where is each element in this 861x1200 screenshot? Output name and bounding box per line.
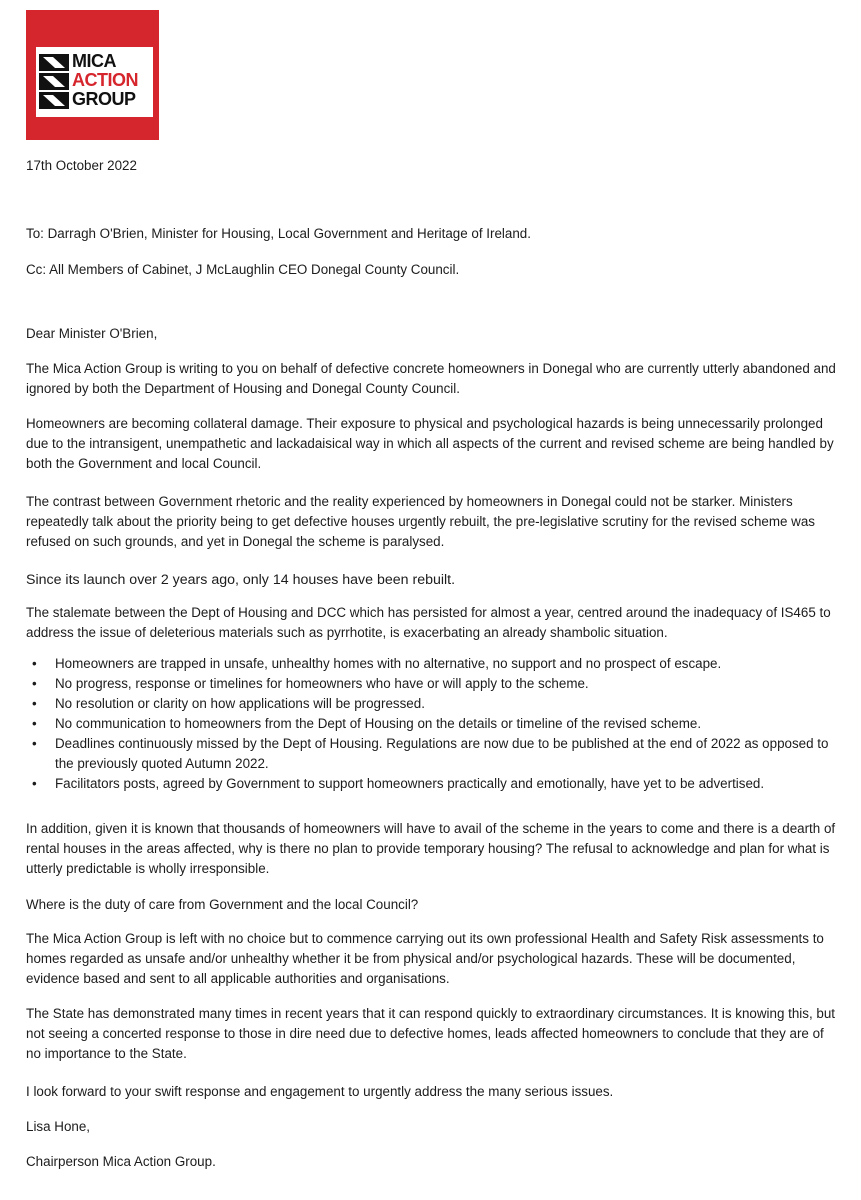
logo-arrows-icon (39, 54, 69, 110)
paragraph-contrast: The contrast between Government rhetoric and the reality experienced by homeowners in Donegal could not be starker. Ministers repeatedly talk about the priority being to get defective houses urgently rebuilt, the pre-legislative scrutiny for the revised scheme was refused on such grounds, and yet in Donegal the scheme is paralysed. (26, 494, 815, 549)
list-item-text: No communication to homeowners from the Dept of Housing on the details or timeline of the revised scheme. (55, 716, 702, 731)
list-item-text: No progress, response or timelines for homeowners who have or will apply to the scheme. (55, 676, 589, 691)
paragraph-houses-rebuilt: Since its launch over 2 years ago, only 14 houses have been rebuilt. (26, 572, 456, 588)
paragraph-state-response: The State has demonstrated many times in recent years that it can respond quickly to extraordinary circumstances. It is knowing this, but not seeing a concerted response to those in dire need due to defective homes, leads affected homeowners to conclude that they are of no importance to the State. (26, 1006, 836, 1061)
list-item (26, 654, 841, 674)
paragraph-duty-of-care: Where is the duty of care from Government and the local Council? (26, 897, 419, 912)
paragraph-intro: The Mica Action Group is writing to you on behalf of defective concrete homeowners in Donegal who are currently utterly abandoned and ignored by both the Department of Housing and Donegal County Council. (26, 361, 836, 396)
bullet-icon: • (32, 716, 37, 731)
list-item (26, 674, 841, 694)
recipient-line: To: Darragh O'Brien, Minister for Housing, Local Government and Heritage of Ireland. (26, 226, 531, 241)
logo-word-action: ACTION (72, 70, 138, 90)
list-item (26, 774, 841, 794)
list-item-text: Deadlines continuously missed by the Dept of Housing. Regulations are now due to be published at the end of 2022 as opposed to the previously quoted Autumn 2022. (55, 736, 829, 771)
list-item-text: No resolution or clarity on how applications will be progressed. (55, 696, 425, 711)
signature-title: Chairperson Mica Action Group. (26, 1154, 216, 1169)
bullet-icon: • (32, 776, 37, 791)
bullet-icon: • (32, 696, 37, 711)
logo-word-group: GROUP (72, 89, 136, 109)
signature-name: Lisa Hone, (26, 1119, 91, 1134)
bullet-icon: • (32, 676, 37, 691)
cc-line: Cc: All Members of Cabinet, J McLaughlin CEO Donegal County Council. (26, 262, 460, 277)
mica-action-group-logo (26, 10, 159, 140)
bullet-icon: • (32, 656, 37, 671)
paragraph-collateral-damage: Homeowners are becoming collateral damage. Their exposure to physical and psychological hazards is being unnecessarily prolonged due to the intransigent, unempathetic and lackadaisical way in which all aspects of the current and revised scheme are being handled by both the Government and local Council. (26, 416, 834, 471)
logo-wordmark (72, 52, 138, 109)
salutation: Dear Minister O'Brien, (26, 326, 158, 341)
list-item (26, 714, 841, 734)
list-item (26, 694, 841, 714)
logo-word-mica: MICA (72, 51, 116, 71)
issues-list (26, 654, 841, 794)
list-item (26, 734, 841, 774)
list-item-text: Facilitators posts, agreed by Government to support homeowners practically and emotionally, have yet to be advertised. (55, 776, 765, 791)
letter-date: 17th October 2022 (26, 158, 137, 173)
closing-line: I look forward to your swift response and engagement to urgently address the many serious issues. (26, 1084, 614, 1099)
paragraph-temporary-housing: In addition, given it is known that thousands of homeowners will have to avail of the scheme in the years to come and there is a dearth of rental houses in the areas affected, why is there no plan to provide temporary housing? The refusal to acknowledge and plan for what is utterly predictable is wholly irresponsible. (26, 821, 836, 876)
paragraph-risk-assessments: The Mica Action Group is left with no choice but to commence carrying out its own professional Health and Safety Risk assessments to homes regarded as unsafe and/or unhealthy whether it be from physical and/or psychological hazards. These will be documented, evidence based and sent to all applicable authorities and organisations. (26, 931, 824, 986)
list-item-text: Homeowners are trapped in unsafe, unhealthy homes with no alternative, no support and no prospect of escape. (55, 656, 722, 671)
paragraph-stalemate: The stalemate between the Dept of Housing and DCC which has persisted for almost a year, centred around the inadequacy of IS465 to address the issue of deleterious materials such as pyrrhotite, is exacerbating an already shambolic situation. (26, 605, 831, 640)
bullet-icon: • (32, 736, 37, 751)
logo-panel (36, 47, 153, 117)
